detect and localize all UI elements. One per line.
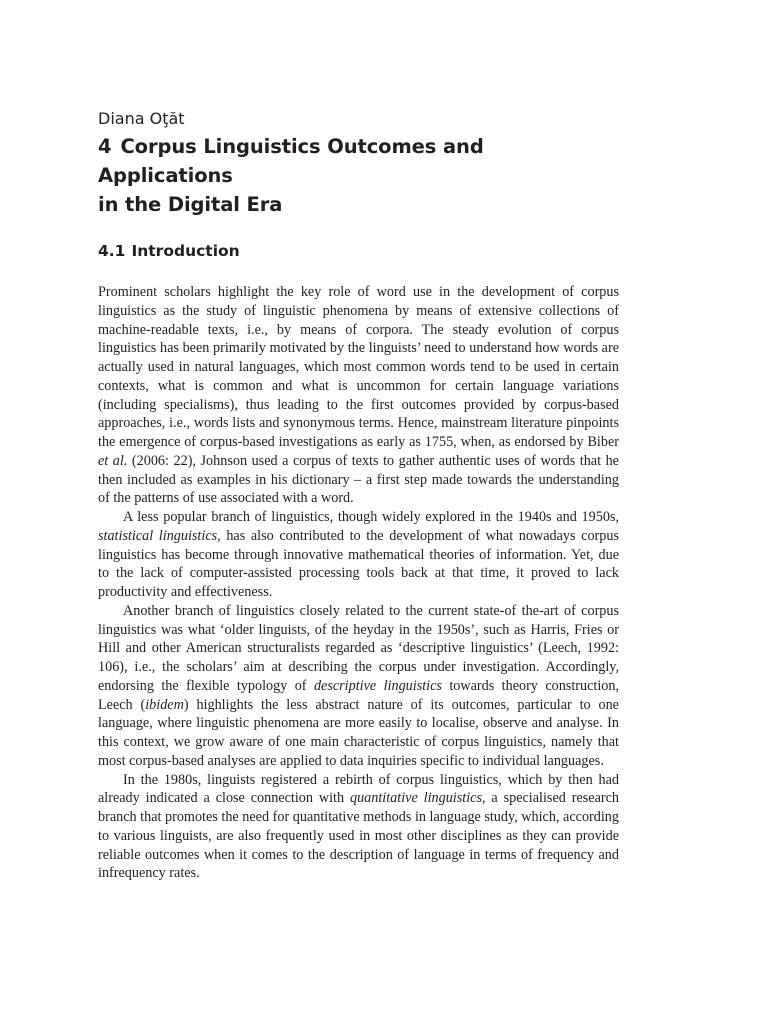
italic-term: statistical linguistics <box>98 527 218 544</box>
paragraph-text: A less popular branch of linguistics, though widely explored in the 1940s and 1950s, <box>123 509 619 525</box>
italic-term: ibidem <box>145 696 184 713</box>
section-title: Introduction <box>131 242 240 260</box>
author-name: Diana Oţăt <box>98 109 185 128</box>
paragraph-text: Another branch of linguistics closely related to the current state-of the-art of corpus linguistics was what ‘older linguists, of the heyday in the 1950s’, such as Harris, Fries or Hill and other American structuralists regarded as ‘descriptive linguistics’ (Leech, 1992: 106), i.e., the scholars’ aim at describing the corpus under investigation. Accordingly, endorsing the flexible typology of <box>98 602 619 694</box>
paragraph-text: , a specialised research branch that promotes the need for quantitative methods in language study, which, according to various linguists, are also frequently used in most other disciplines as they can provide reliable outcomes when it comes to the description of language in terms of frequency and infrequency rates. <box>98 790 619 882</box>
paragraph-3 <box>98 602 619 771</box>
italic-term: quantitative linguistics <box>349 790 482 807</box>
paragraph-text: ) highlights the less abstract nature of its outcomes, particular to one language, where linguistic phenomena are more easily to localise, observe and analyse. In this context, we grow aware of one main characteristic of corpus linguistics, namely that most corpus-based analyses are applied to data inquiries specific to individual languages. <box>98 696 619 769</box>
paragraph-text: In the 1980s, linguists registered a rebirth of corpus linguistics, which by then had already indicated a close connection with <box>98 771 619 807</box>
body-text <box>98 283 619 883</box>
paragraph-text: towards theory construction, Leech ( <box>98 677 619 713</box>
paragraph-1 <box>98 283 619 508</box>
chapter-title <box>98 132 619 219</box>
paragraph-text: , has also contributed to the development of what nowadays corpus linguistics has become through innovative mathematical theories of information. Yet, due to the lack of computer-assisted processing tools back at that time, it proved to lack productivity and effectiveness. <box>98 527 619 600</box>
document-page <box>98 108 619 883</box>
section-heading <box>98 241 619 261</box>
paragraph-2 <box>98 508 619 602</box>
chapter-title-line-1: Corpus Linguistics Outcomes and Applications <box>98 135 484 187</box>
paragraph-text: Prominent scholars highlight the key role of word use in the development of corpus linguistics as the study of linguistic phenomena by means of extensive collections of machine-readable texts, i.e., by means of corpora. The steady evolution of corpus linguistics has been primarily motivated by the linguists’ need to understand how words are actually used in natural languages, which most common words tend to be used in certain contexts, what is common and what is uncommon for certain language variations (including specialisms), thus leading to the first outcomes provided by corpus-based approaches, i.e., words lists and synonymous terms. Hence, mainstream literature pinpoints the emergence of corpus-based investigations as early as 1755, when, as endorsed by Biber <box>98 284 619 450</box>
italic-term: et al. <box>98 452 128 469</box>
paragraph-text: (2006: 22), Johnson used a corpus of texts to gather authentic uses of words that he then included as examples in his dictionary – a first step made towards the understanding of the patterns of use associated with a word. <box>98 452 619 507</box>
chapter-title-line-2: in the Digital Era <box>98 193 283 216</box>
paragraph-4 <box>98 771 619 884</box>
italic-term: descriptive linguistics <box>313 677 442 694</box>
chapter-number: 4 <box>98 135 112 158</box>
section-number: 4.1 <box>98 242 126 260</box>
